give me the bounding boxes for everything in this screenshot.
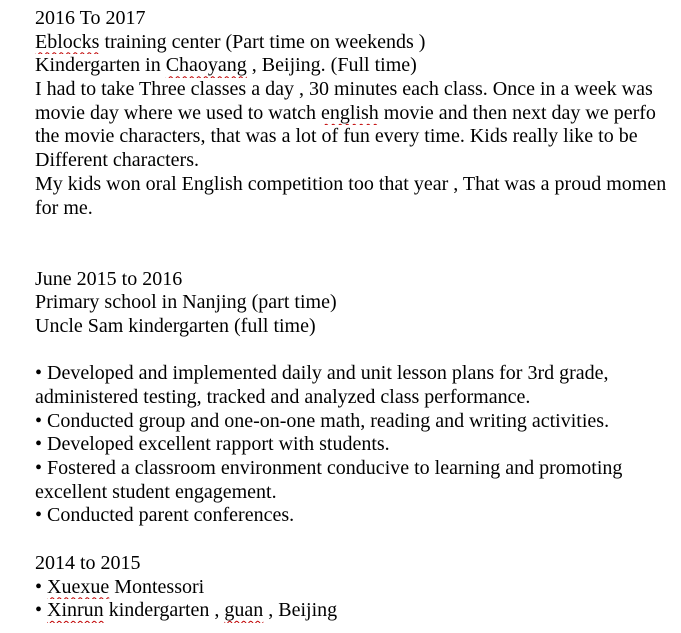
text-line[interactable] (35, 54, 681, 78)
text-line[interactable] (35, 504, 681, 528)
text-line[interactable] (35, 220, 681, 244)
text-line[interactable] (35, 386, 681, 410)
misspelled-word[interactable]: Chaoyang (165, 54, 247, 77)
text-line[interactable] (35, 410, 681, 434)
text-line[interactable] (35, 576, 681, 600)
text-line[interactable] (35, 149, 681, 173)
text-segment: for me. (35, 196, 93, 219)
misspelled-word[interactable]: Xuexue (47, 575, 110, 598)
text-segment: the movie characters, that was a lot of fun every time. Kids really like to be (35, 125, 638, 148)
text-line[interactable] (35, 125, 681, 149)
misspelled-word[interactable]: Eblocks (35, 30, 100, 53)
text-segment: Kindergarten in (35, 54, 166, 77)
text-segment: Primary school in Nanjing (part time) (35, 291, 337, 314)
text-segment: • Developed excellent rapport with students. (35, 433, 390, 456)
text-segment: , Beijing. (Full time) (246, 54, 417, 77)
text-segment: June 2015 to 2016 (35, 267, 183, 290)
text-line[interactable] (35, 78, 681, 102)
text-line[interactable] (35, 528, 681, 552)
text-segment: Montessori (109, 575, 205, 598)
text-segment: training center (Part time on weekends ) (99, 30, 426, 53)
text-line[interactable] (35, 291, 681, 315)
text-segment: • (35, 599, 48, 622)
text-segment: kindergarten , (103, 599, 225, 622)
text-segment: , Beijing (263, 599, 338, 622)
text-line[interactable] (35, 315, 681, 339)
text-line[interactable] (35, 244, 681, 268)
text-segment: • (35, 575, 48, 598)
text-segment: administered testing, tracked and analyzed class performance. (35, 386, 531, 408)
text-segment: • Fostered a classroom environment conducive to learning and promoting (35, 457, 623, 480)
text-line[interactable] (35, 173, 681, 197)
text-line[interactable] (35, 197, 681, 221)
text-segment: Uncle Sam kindergarten (full time) (35, 314, 316, 337)
text-segment: 2016 To 2017 (35, 7, 146, 29)
text-segment: movie day where we used to watch (35, 101, 322, 124)
misspelled-word[interactable]: english (321, 101, 379, 124)
misspelled-word[interactable]: guan (224, 599, 264, 622)
text-segment: My kids won oral English competition too that year , That was a proud momen (35, 172, 667, 195)
text-line[interactable] (35, 552, 681, 576)
text-line[interactable] (35, 481, 681, 505)
text-segment: • Conducted parent conferences. (35, 504, 295, 527)
text-line[interactable] (35, 457, 681, 481)
text-segment: movie and then next day we perfo (378, 101, 656, 124)
text-line[interactable] (35, 31, 681, 55)
text-line[interactable] (35, 7, 681, 31)
text-line[interactable] (35, 102, 681, 126)
text-segment: Different characters. (35, 149, 199, 172)
text-segment: 2014 to 2015 (35, 551, 141, 574)
text-segment: excellent student engagement. (35, 480, 277, 503)
misspelled-word[interactable]: Xinrun (47, 599, 104, 622)
text-segment: • Conducted group and one-on-one math, reading and writing activities. (35, 409, 610, 432)
text-segment: I had to take Three classes a day , 30 minutes each class. Once in a week was (35, 78, 653, 101)
text-line[interactable] (35, 339, 681, 363)
text-segment: • Developed and implemented daily and unit lesson plans for 3rd grade, (35, 362, 609, 385)
text-line[interactable] (35, 599, 681, 623)
text-line[interactable] (35, 433, 681, 457)
text-line[interactable] (35, 268, 681, 292)
text-line[interactable] (35, 362, 681, 386)
